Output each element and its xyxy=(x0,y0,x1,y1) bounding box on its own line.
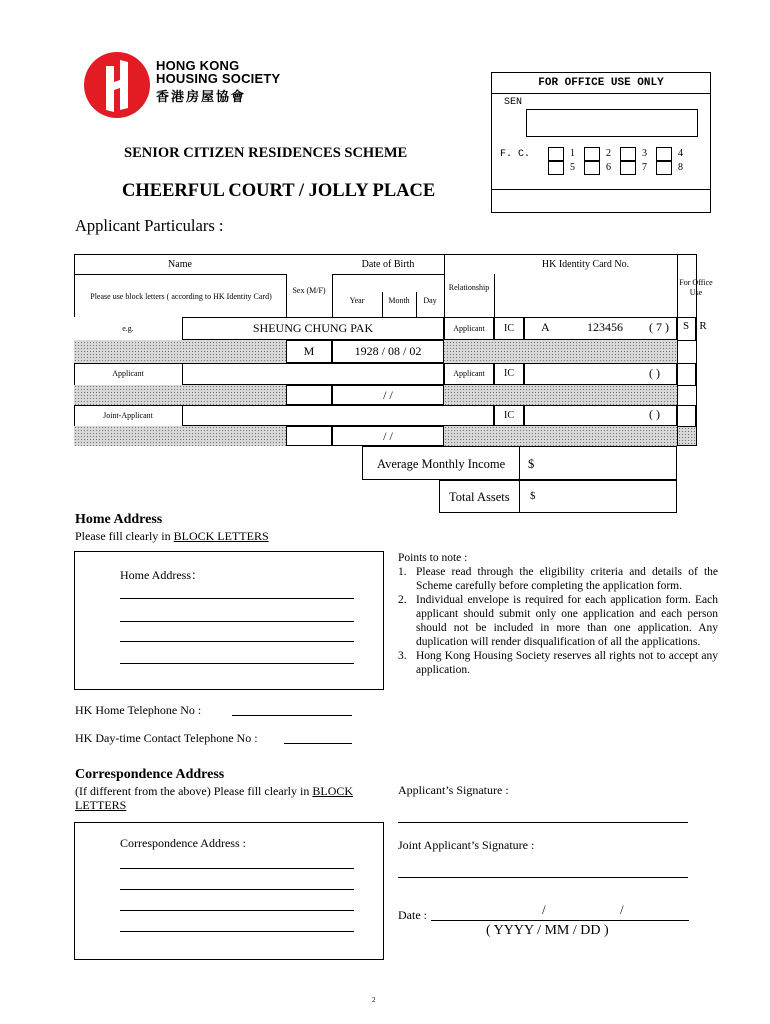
hdr-name: Name xyxy=(168,259,192,270)
hdr-name-note: Please use block letters ( according to HK Identity Card) xyxy=(90,292,272,301)
point-number-2: 2. xyxy=(398,594,407,606)
joint-ic: IC xyxy=(494,405,524,426)
home-tel-label: HK Home Telephone No : xyxy=(75,703,202,717)
home-address-label: Home Address： xyxy=(120,568,203,582)
eg-name: SHEUNG CHUNG PAK xyxy=(182,317,444,340)
home-address-line-2[interactable] xyxy=(120,621,354,622)
estate-title: CHEERFUL COURT / JOLLY PLACE xyxy=(122,181,436,201)
applicant-particulars-title: Applicant Particulars : xyxy=(75,216,224,235)
point-number-3: 3. xyxy=(398,650,407,662)
eg-label: e.g. xyxy=(122,324,134,333)
fc-checkbox-7[interactable] xyxy=(620,161,636,175)
corr-address-line-3[interactable] xyxy=(120,910,354,911)
income-label-cell xyxy=(362,446,520,480)
office-row-line-3 xyxy=(677,385,697,386)
fc-num-5: 5 xyxy=(570,162,575,173)
joint-shade-left xyxy=(74,426,286,446)
corr-address-line-1[interactable] xyxy=(120,868,354,869)
corr-address-line-2[interactable] xyxy=(120,889,354,890)
fc-checkbox-3[interactable] xyxy=(620,147,636,161)
home-tel-input[interactable] xyxy=(232,715,352,716)
logo-h-icon xyxy=(84,52,150,118)
v-rel-right xyxy=(494,274,495,317)
point-text-2: Individual envelope is required for each application form. Each applicant should submit only one application and each person should not be included in more than one application. Any duplication will render disqualification of all the applications. xyxy=(416,594,718,648)
joint-signature-line[interactable] xyxy=(398,877,688,878)
applicant-hkid-input[interactable] xyxy=(524,363,677,385)
correspondence-address-box[interactable] xyxy=(74,822,384,960)
office-s: S xyxy=(682,320,690,332)
particulars-table xyxy=(74,254,713,446)
applicant-relationship: Applicant xyxy=(444,363,494,385)
fc-checkbox-1[interactable] xyxy=(548,147,564,161)
assets-symbol: $ xyxy=(530,490,536,502)
fc-checkbox-6[interactable] xyxy=(584,161,600,175)
joint-shade-right xyxy=(444,426,677,446)
home-address-line-3[interactable] xyxy=(120,641,354,642)
income-symbol: $ xyxy=(528,457,535,471)
eg-label-cell xyxy=(74,317,182,340)
hdr-line-dob xyxy=(332,274,444,275)
hdr-sex: Sex (M/F) xyxy=(292,286,326,295)
correspondence-instruction xyxy=(75,784,385,812)
eg-id-check: ( 7 ) xyxy=(649,320,669,334)
point-text-1: Please read through the eligibility criteria and details of the Scheme carefully before completing the application form. xyxy=(416,566,718,592)
office-use-box xyxy=(491,72,711,213)
applicant-dob-input[interactable]: / / xyxy=(332,385,444,405)
fc-label: F. C. xyxy=(500,149,531,160)
home-address-line-1[interactable] xyxy=(120,598,354,599)
office-divider xyxy=(492,189,710,190)
office-row-line-1 xyxy=(677,340,697,341)
date-format-hint: ( YYYY / MM / DD ) xyxy=(486,923,609,938)
hdr-hkid: HK Identity Card No. xyxy=(541,259,630,270)
point-item-3 xyxy=(398,649,718,677)
income-input[interactable] xyxy=(519,446,677,480)
correspondence-title: Correspondence Address xyxy=(75,767,225,782)
office-shade-bottom xyxy=(678,427,696,445)
fc-num-3: 3 xyxy=(642,148,647,159)
hdr-year: Year xyxy=(349,296,365,305)
daytime-tel-input[interactable] xyxy=(284,743,352,744)
corr-instruction-prefix: (If different from the above) Please fill clearly in xyxy=(75,784,313,798)
joint-sex-input[interactable] xyxy=(286,426,332,446)
sen-field[interactable] xyxy=(526,109,698,137)
applicant-ic: IC xyxy=(494,363,524,385)
scheme-title: SENIOR CITIZEN RESIDENCES SCHEME xyxy=(124,145,408,161)
applicant-label: Applicant xyxy=(112,369,144,378)
eg-hkid xyxy=(524,317,677,340)
correspondence-address-label: Correspondence Address : xyxy=(120,836,246,850)
fc-checkbox-8[interactable] xyxy=(656,161,672,175)
v-office xyxy=(677,254,678,446)
applicant-sex-input[interactable] xyxy=(286,385,332,405)
hdr-month: Month xyxy=(388,296,410,305)
applicant-id-check: ( ) xyxy=(649,366,660,380)
page-number: 2 xyxy=(372,996,376,1004)
v-sex-left xyxy=(286,274,287,317)
joint-name-input[interactable] xyxy=(182,405,494,426)
daytime-tel-label: HK Day-time Contact Telephone No : xyxy=(75,731,258,745)
fc-num-8: 8 xyxy=(678,162,683,173)
fc-checkbox-4[interactable] xyxy=(656,147,672,161)
date-label: Date : xyxy=(398,908,427,922)
home-address-instruction xyxy=(75,529,269,544)
eg-dob: 1928 / 08 / 02 xyxy=(332,340,444,363)
points-to-note xyxy=(398,551,718,677)
corr-instruction-letters: LETTERS xyxy=(75,798,127,812)
joint-label: Joint-Applicant xyxy=(103,411,153,420)
home-address-box[interactable] xyxy=(74,551,384,690)
point-number-1: 1. xyxy=(398,566,407,578)
fc-num-4: 4 xyxy=(678,148,683,159)
assets-input[interactable] xyxy=(519,480,677,513)
points-title: Points to note : xyxy=(398,552,468,564)
hkhs-logo xyxy=(84,52,150,118)
org-name-zh: 香港房屋協會 xyxy=(156,89,247,104)
applicant-signature-label: Applicant’s Signature : xyxy=(398,783,509,797)
fc-num-7: 7 xyxy=(642,162,647,173)
joint-hkid-input[interactable] xyxy=(524,405,677,426)
hdr-line-name xyxy=(74,274,286,275)
income-label: Average Monthly Income xyxy=(377,457,506,471)
joint-signature-label: Joint Applicant’s Signature : xyxy=(398,838,535,852)
office-row-line-2 xyxy=(677,363,697,364)
home-instruction-prefix: Please fill clearly in xyxy=(75,529,174,543)
eg-ic: IC xyxy=(494,317,524,340)
eg-relationship: Applicant xyxy=(444,317,494,340)
applicant-shade-left xyxy=(74,385,286,405)
assets-label: Total Assets xyxy=(449,490,510,504)
fc-num-2: 2 xyxy=(606,148,611,159)
fc-num-6: 6 xyxy=(606,162,611,173)
assets-label-cell xyxy=(439,480,520,513)
hdr-day: Day xyxy=(423,296,437,305)
applicant-shade-right xyxy=(444,385,677,405)
eg-id-letter: A xyxy=(541,320,550,334)
corr-address-line-4[interactable] xyxy=(120,931,354,932)
applicant-signature-line[interactable] xyxy=(398,822,688,823)
sen-label: SEN xyxy=(504,97,523,108)
hdr-office: For Office Use xyxy=(679,278,713,297)
fc-checkbox-5[interactable] xyxy=(548,161,564,175)
home-instruction-block-letters: BLOCK LETTERS xyxy=(173,529,269,543)
date-input-line[interactable] xyxy=(431,920,689,921)
joint-dob-input[interactable]: / / xyxy=(332,426,444,446)
eg-sex: M xyxy=(286,340,332,363)
fc-num-1: 1 xyxy=(570,148,575,159)
office-use-title: FOR OFFICE USE ONLY xyxy=(492,73,710,94)
eg-id-number: 123456 xyxy=(587,320,623,334)
applicant-name-input[interactable] xyxy=(182,363,444,385)
home-address-line-4[interactable] xyxy=(120,663,354,664)
point-item-2 xyxy=(398,593,718,649)
point-item-1 xyxy=(398,565,718,593)
corr-instruction-block: BLOCK xyxy=(312,784,354,798)
date-sep-2: / xyxy=(620,902,624,917)
fc-checkbox-2[interactable] xyxy=(584,147,600,161)
hdr-dob: Date of Birth xyxy=(361,259,415,270)
hdr-relationship: Relationship xyxy=(448,283,490,292)
joint-id-check: ( ) xyxy=(649,407,660,421)
office-joint-divider xyxy=(695,405,696,426)
point-text-3: Hong Kong Housing Society reserves all rights not to accept any application. xyxy=(416,650,718,676)
office-applicant-divider xyxy=(695,363,696,385)
home-address-title: Home Address xyxy=(75,512,163,527)
date-sep-1: / xyxy=(542,902,546,917)
org-name-en-2: HOUSING SOCIETY xyxy=(156,71,281,86)
office-r: R xyxy=(699,320,707,332)
org-name-en-1: HONG KONG xyxy=(156,58,240,73)
